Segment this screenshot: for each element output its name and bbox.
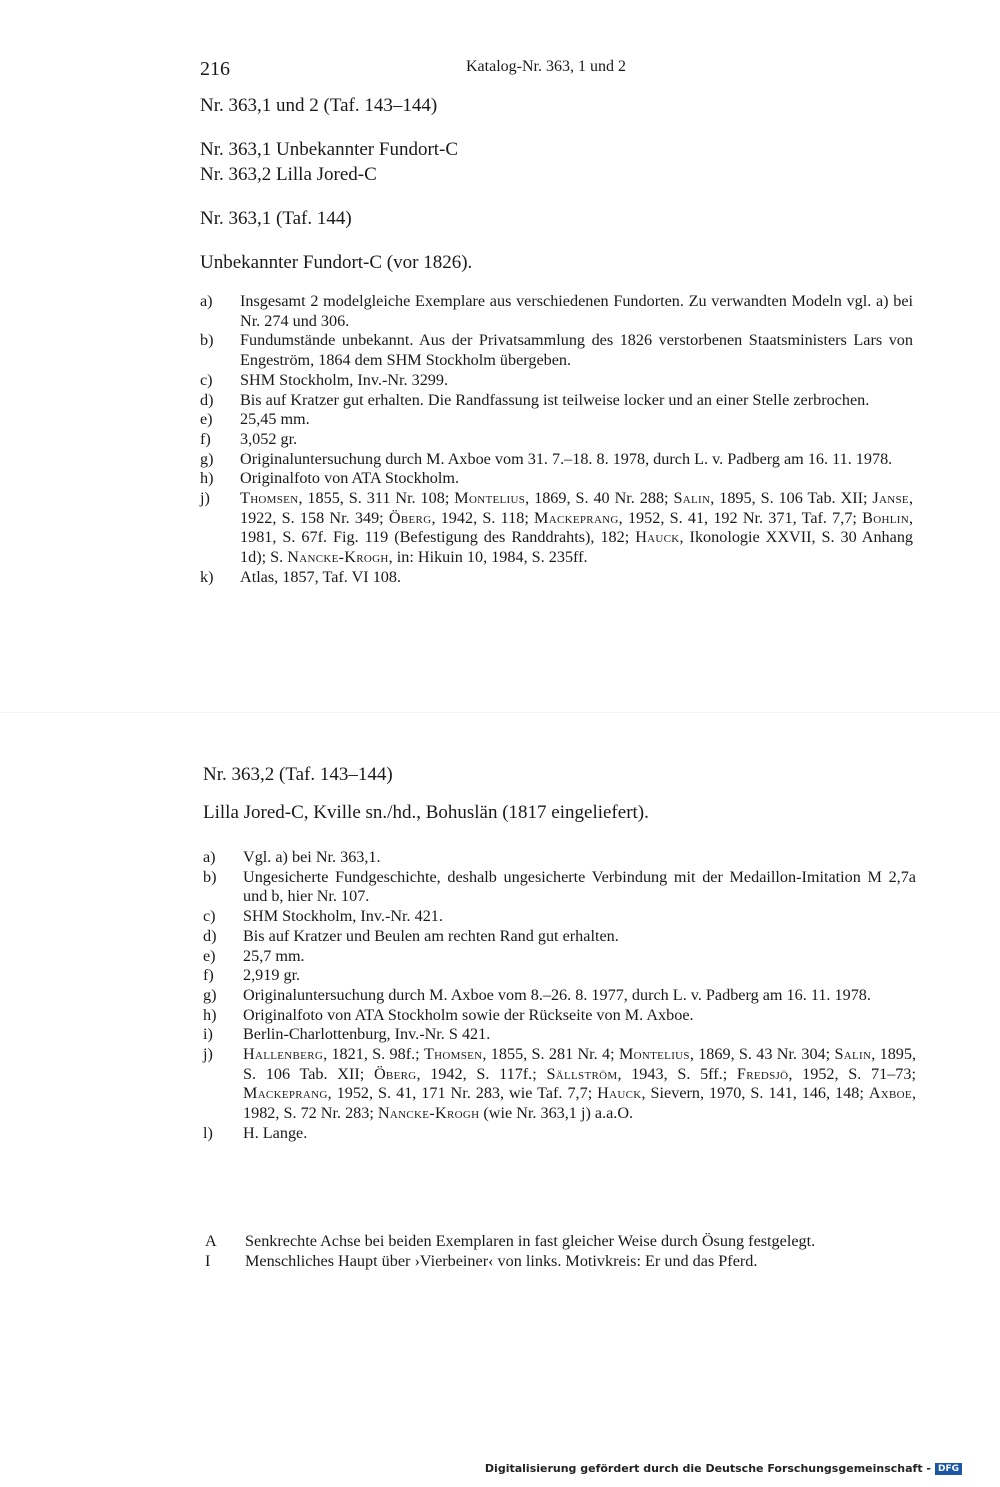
entry-2-label: h) — [203, 1005, 217, 1024]
entry-2-text: Bis auf Kratzer und Beulen am rechten Rand gut erhalten. — [243, 926, 619, 945]
entry-1-text: 3,052 gr. — [240, 429, 298, 448]
entry-1-text: Thomsen, 1855, S. 311 Nr. 108; Montelius, 1869, S. 40 Nr. 288; Salin, 1895, S. 106 Tab. XII; Janse, 1922, S. 158 Nr. 349; Öberg, 1942, S. 118; Mackeprang, 1952, S. 41, 192 Nr. 371, Taf. 7,7; Bohlin, 1981, S. 67f. Fig. 119 (Befestigung des Randdrahts), 182; Hauck, Ikonologie XXVII, S. 30 Anhang 1d); S. Nancke-Krogh, in: Hikuin 10, 1984, S. 235ff. — [240, 489, 914, 567]
entry-1-label: e) — [200, 410, 213, 429]
entry-1-label: j) — [200, 489, 210, 508]
entry-1-item — [200, 430, 913, 450]
entry-1-item — [200, 450, 913, 470]
entry-1-item — [200, 568, 913, 588]
entry-title-1: Nr. 363,1 Unbekannter Fundort-C — [200, 139, 459, 160]
entry-2-label: f) — [203, 966, 214, 985]
entry-1-item — [200, 469, 913, 489]
entry-2-item — [203, 966, 916, 986]
entry-1-text: Bis auf Kratzer gut erhalten. Die Randfassung ist teilweise locker und an einer Stelle zerbrochen. — [240, 390, 870, 409]
entry-2-item — [203, 907, 916, 927]
entry-2-item — [203, 1025, 916, 1045]
entry-2-label: c) — [203, 907, 216, 926]
entry-1-label: g) — [200, 449, 214, 468]
entry-2-item — [203, 986, 916, 1006]
entry-2-item — [203, 1045, 916, 1124]
entry-1-item — [200, 331, 913, 370]
entry-2-text: Originaluntersuchung durch M. Axboe vom 8.–26. 8. 1977, durch L. v. Padberg am 16. 11. 1978. — [243, 985, 871, 1004]
entry-1-item — [200, 391, 913, 411]
entry-2-text: Vgl. a) bei Nr. 363,1. — [243, 848, 381, 866]
entry-1-text: SHM Stockholm, Inv.-Nr. 3299. — [240, 370, 449, 389]
entry-2-item — [203, 927, 916, 947]
entry-1-text: Insgesamt 2 modelgleiche Exemplare aus verschiedenen Fundorten. Zu verwandten Modeln vgl. a) bei Nr. 274 und 306. — [240, 292, 913, 330]
entry-2-text: H. Lange. — [243, 1123, 308, 1142]
entry-2-item — [203, 1006, 916, 1026]
entry-2-label: i) — [203, 1025, 213, 1044]
find-location-1: Unbekannter Fundort-C (vor 1826). — [200, 252, 473, 273]
entry-1-item — [200, 410, 913, 430]
entry-1-label: b) — [200, 331, 214, 350]
entry-2-label: a) — [203, 848, 216, 866]
entry-2-item — [203, 1124, 916, 1144]
entry-2-text: 25,7 mm. — [243, 946, 305, 965]
entry-1-label: f) — [200, 429, 211, 448]
entry-1-label: h) — [200, 469, 214, 488]
running-head: Katalog-Nr. 363, 1 und 2 — [466, 58, 626, 75]
entry-1-text: Fundumstände unbekannt. Aus der Privatsammlung des 1826 verstorbenen Staatsministers Lars von Engeström, 1864 dem SHM Stockholm übergeben. — [240, 331, 913, 370]
find-location-2: Lilla Jored-C, Kville sn./hd., Bohuslän (1817 eingeliefert). — [203, 802, 649, 823]
entry-2-label: l) — [203, 1123, 213, 1142]
entry-1-label: a) — [200, 292, 213, 310]
entry-1-item — [200, 292, 913, 331]
entry-2-text: Originalfoto von ATA Stockholm sowie der Rückseite von M. Axboe. — [243, 1005, 694, 1024]
entry-2-details — [203, 848, 916, 1144]
entry-2-item — [203, 868, 916, 907]
entry-2-label: j) — [203, 1045, 213, 1064]
entry-2-text: Berlin-Charlottenburg, Inv.-Nr. S 421. — [243, 1025, 491, 1044]
entry-2-label: b) — [203, 867, 217, 886]
entry-1-text: Originalfoto von ATA Stockholm. — [240, 469, 460, 488]
entry-2-text: SHM Stockholm, Inv.-Nr. 421. — [243, 907, 443, 926]
entry-1-label: c) — [200, 370, 213, 389]
entry-2-item — [203, 947, 916, 967]
entry-2-text: Ungesicherte Fundgeschichte, deshalb ungesicherte Verbindung mit der Medaillon-Imitation M 2,7a und b, hier Nr. 107. — [243, 867, 916, 906]
entry-1-text: Originaluntersuchung durch M. Axboe vom 31. 7.–18. 8. 1978, durch L. v. Padberg am 16. 11. 1978. — [240, 449, 893, 468]
entry-2-item — [203, 848, 916, 868]
entry-2-text: 2,919 gr. — [243, 966, 301, 985]
entry-heading-2: Nr. 363,2 (Taf. 143–144) — [203, 764, 393, 785]
analysis-text: Senkrechte Achse bei beiden Exemplaren in fast gleicher Weise durch Ösung festgelegt. — [245, 1232, 816, 1250]
entry-1-text: Atlas, 1857, Taf. VI 108. — [240, 567, 402, 586]
entry-1-label: k) — [200, 567, 214, 586]
entry-1-item — [200, 371, 913, 391]
entry-1-text: 25,45 mm. — [240, 410, 310, 429]
entry-1-item — [200, 489, 913, 568]
entry-1-details — [200, 292, 913, 588]
entry-2-label: g) — [203, 985, 217, 1004]
analysis-notes — [205, 1232, 916, 1271]
analysis-item — [205, 1232, 916, 1252]
analysis-label: I — [205, 1251, 211, 1270]
entry-title-2: Nr. 363,2 Lilla Jored-C — [200, 164, 377, 185]
dfg-footer — [485, 1462, 962, 1475]
entry-heading-1: Nr. 363,1 (Taf. 144) — [200, 208, 352, 229]
catalog-heading: Nr. 363,1 und 2 (Taf. 143–144) — [200, 95, 438, 116]
page-number: 216 — [200, 58, 230, 80]
analysis-text: Menschliches Haupt über ›Vierbeiner‹ von links. Motivkreis: Er und das Pferd. — [245, 1251, 758, 1270]
entry-2-label: d) — [203, 926, 217, 945]
entry-1-label: d) — [200, 390, 214, 409]
analysis-label: A — [205, 1232, 217, 1250]
entry-2-text: Hallenberg, 1821, S. 98f.; Thomsen, 1855, S. 281 Nr. 4; Montelius, 1869, S. 43 Nr. 304; Salin, 1895, S. 106 Tab. XII; Öberg, 1942, S. 117f.; Sällström, 1943, S. 5ff.; Fredsjö, 1952, S. 71–73; Mackeprang, 1952, S. 41, 171 Nr. 283, wie Taf. 7,7; Hauck, Sievern, 1970, S. 141, 146, 148; Axboe, 1982, S. 72 Nr. 283; Nancke-Krogh (wie Nr. 363,1 j) a.a.O. — [243, 1045, 917, 1123]
entry-2-label: e) — [203, 946, 216, 965]
dfg-logo: DFG — [935, 1463, 962, 1475]
analysis-item — [205, 1252, 916, 1272]
footer-text: Digitalisierung gefördert durch die Deutsche Forschungsgemeinschaft - — [484, 1462, 931, 1475]
scan-divider — [0, 712, 1000, 713]
